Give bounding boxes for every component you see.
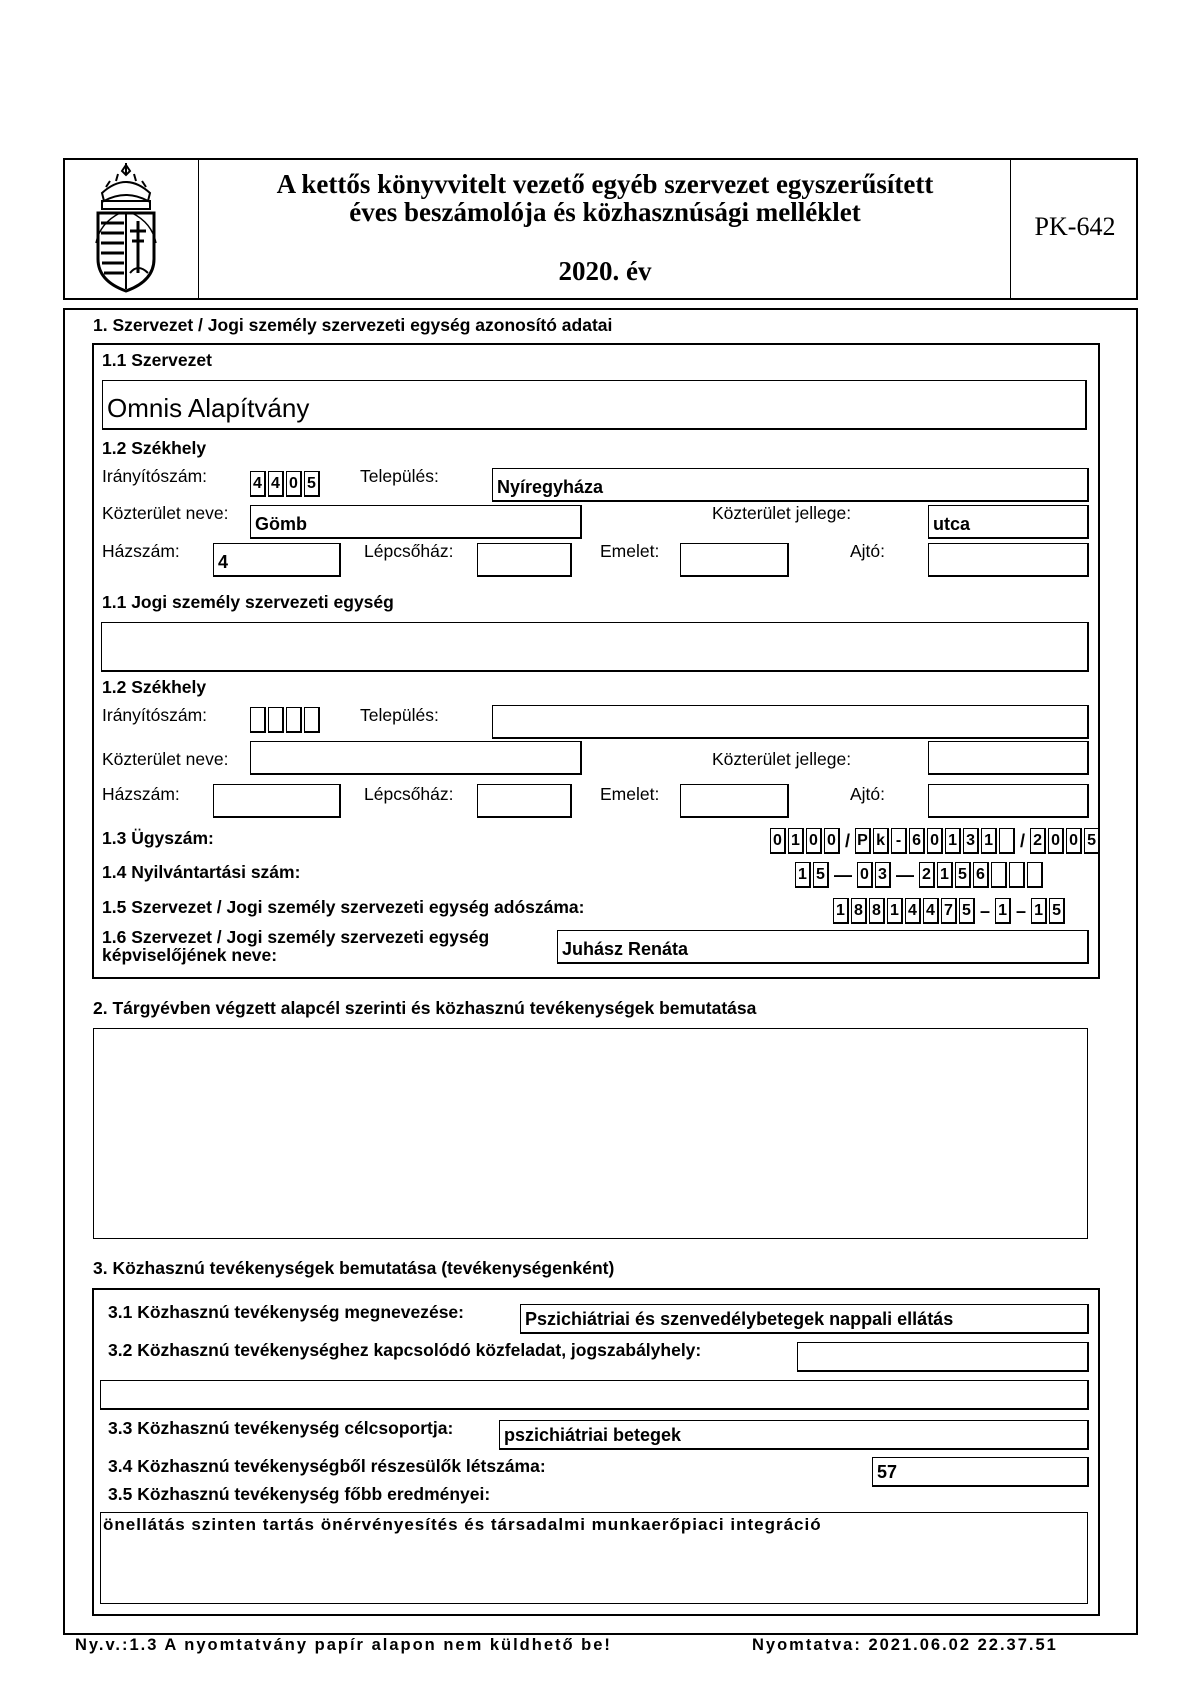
form-code: PK-642: [1034, 212, 1116, 241]
case-number-year-digit[interactable]: 5: [1084, 828, 1100, 854]
registry-digit[interactable]: 5: [813, 862, 829, 888]
case-number-label: 1.3 Ügyszám:: [102, 828, 214, 848]
header-divider-left: [198, 158, 199, 300]
house-field[interactable]: [213, 543, 341, 577]
street-type-value: utca: [933, 514, 971, 534]
registry-digit[interactable]: 1: [937, 862, 953, 888]
registry-digit[interactable]: 0: [857, 862, 873, 888]
registry-digit[interactable]: 2: [919, 862, 935, 888]
unit-street-field[interactable]: [250, 741, 582, 775]
beneficiaries-field[interactable]: [872, 1457, 1089, 1487]
registry-label: 1.4 Nyilvántartási szám:: [102, 862, 301, 882]
floor-label: Emelet:: [600, 541, 660, 561]
street-value: Gömb: [255, 514, 307, 534]
form-year: 2020. év: [558, 256, 652, 286]
form-title: [200, 170, 1010, 226]
case-number-char[interactable]: 1: [981, 828, 997, 854]
tax-digit[interactable]: 4: [923, 898, 939, 924]
unit-floor-label: Emelet:: [600, 784, 660, 804]
registry-digit[interactable]: 1: [795, 862, 811, 888]
tax-digit[interactable]: 5: [1049, 898, 1065, 924]
zip-digit[interactable]: 0: [286, 471, 302, 497]
representative-label-line1: 1.6 Szervezet / Jogi személy szervezeti egység: [102, 927, 490, 947]
unit-street-type-label: Közterület jellege:: [712, 749, 852, 769]
unit-door-field[interactable]: [928, 784, 1089, 818]
footer-printed-timestamp: Nyomtatva: 2021.06.02 22.37.51: [752, 1636, 1058, 1654]
unit-stair-label: Lépcsőház:: [364, 784, 454, 804]
public-task-field-line2[interactable]: [100, 1380, 1089, 1410]
representative-name-field[interactable]: [557, 930, 1089, 964]
unit-zip-digit[interactable]: [268, 707, 284, 733]
zip-label: Irányítószám:: [102, 466, 208, 486]
unit-floor-field[interactable]: [680, 784, 789, 818]
representative-name-value: Juhász Renáta: [562, 939, 689, 959]
case-number-cells[interactable]: [770, 826, 1100, 854]
target-group-label: 3.3 Közhasznú tevékenység célcsoportja:: [108, 1418, 454, 1438]
street-type-field[interactable]: [928, 505, 1089, 539]
registry-digit[interactable]: [991, 862, 1007, 888]
section3-heading: 3. Közhasznú tevékenységek bemutatása (tevékenységenként): [93, 1258, 615, 1278]
registry-separator: —: [896, 865, 914, 885]
tax-digit[interactable]: 1: [887, 898, 903, 924]
tax-digit[interactable]: 8: [869, 898, 885, 924]
tax-digit[interactable]: 8: [851, 898, 867, 924]
form-title-line2: éves beszámolója és közhasznúsági melléklet: [349, 197, 861, 227]
tax-label: 1.5 Szervezet / Jogi személy szervezeti egység adószáma:: [102, 897, 585, 917]
stair-label: Lépcsőház:: [364, 541, 454, 561]
city-field[interactable]: [492, 468, 1089, 502]
coat-of-arms-logo: [90, 163, 162, 295]
unit-zip-digit[interactable]: [250, 707, 266, 733]
registry-separator: —: [834, 865, 852, 885]
case-number-char[interactable]: 3: [963, 828, 979, 854]
door-label: Ajtó:: [850, 541, 886, 561]
floor-field[interactable]: [680, 543, 789, 577]
beneficiaries-value: 57: [877, 1462, 898, 1482]
case-number-digit[interactable]: 0: [770, 828, 786, 854]
tax-digit[interactable]: 4: [905, 898, 921, 924]
unit-heading: 1.1 Jogi személy szervezeti egység: [102, 592, 394, 612]
representative-label-line2: képviselőjének neve:: [102, 945, 278, 965]
tax-number-cells[interactable]: [833, 896, 1065, 924]
unit-city-label: Település:: [360, 705, 439, 725]
unit-zip-digit[interactable]: [286, 707, 302, 733]
street-label: Közterület neve:: [102, 503, 229, 523]
street-type-label: Közterület jellege:: [712, 503, 852, 523]
public-task-label: 3.2 Közhasznú tevékenységhez kapcsolódó közfeladat, jogszabályhely:: [108, 1340, 702, 1360]
door-field[interactable]: [928, 543, 1089, 577]
case-number-char[interactable]: 0: [927, 828, 943, 854]
section2-textarea[interactable]: [93, 1028, 1088, 1239]
form-title-line1: A kettős könyvvitelt vezető egyéb szervezet egyszerűsített: [276, 169, 934, 199]
street-field[interactable]: [250, 505, 582, 539]
tax-digit[interactable]: 1: [1031, 898, 1047, 924]
representative-label: [102, 928, 489, 964]
registry-digit[interactable]: 6: [973, 862, 989, 888]
activity-name-value: Pszichiátriai és szenvedélybetegek nappali ellátás: [525, 1309, 954, 1329]
unit-zip-cells[interactable]: [250, 705, 320, 733]
registry-digit[interactable]: [1009, 862, 1025, 888]
seat-heading: 1.2 Székhely: [102, 438, 207, 458]
org-name-field[interactable]: [102, 380, 1087, 430]
activity-name-label: 3.1 Közhasznú tevékenység megnevezése:: [108, 1302, 464, 1322]
beneficiaries-label: 3.4 Közhasznú tevékenységből részesülők létszáma:: [108, 1456, 546, 1476]
registry-digit[interactable]: [1027, 862, 1043, 888]
section1-heading: 1. Szervezet / Jogi személy szervezeti egység azonosító adatai: [93, 315, 613, 335]
case-number-char[interactable]: [999, 828, 1015, 854]
results-value: önellátás szinten tartás önérvényesítés és társadalmi munkaerőpiaci integráció: [103, 1515, 822, 1534]
unit-street-label: Közterület neve:: [102, 749, 229, 769]
unit-zip-digit[interactable]: [304, 707, 320, 733]
city-value: Nyíregyháza: [497, 477, 604, 497]
unit-seat-heading: 1.2 Székhely: [102, 677, 207, 697]
case-number-char[interactable]: 6: [909, 828, 925, 854]
org-heading: 1.1 Szervezet: [102, 350, 212, 370]
case-number-digit[interactable]: 0: [806, 828, 822, 854]
tax-separator: –: [980, 901, 991, 921]
org-name-value: Omnis Alapítvány: [107, 393, 310, 423]
case-number-digit[interactable]: 0: [824, 828, 840, 854]
zip-digit[interactable]: 4: [250, 471, 266, 497]
target-group-field[interactable]: [499, 1420, 1089, 1450]
results-label: 3.5 Közhasznú tevékenység főbb eredményei:: [108, 1484, 491, 1504]
case-number-year-digit[interactable]: 2: [1030, 828, 1046, 854]
case-number-separator: /: [1020, 831, 1026, 851]
city-label: Település:: [360, 466, 439, 486]
unit-stair-field[interactable]: [477, 784, 572, 818]
tax-separator: –: [1016, 901, 1027, 921]
stair-field[interactable]: [477, 543, 572, 577]
unit-name-field[interactable]: [101, 622, 1089, 672]
activity-name-field[interactable]: [520, 1304, 1089, 1334]
unit-door-label: Ajtó:: [850, 784, 886, 804]
public-task-field[interactable]: [797, 1342, 1089, 1372]
results-textarea[interactable]: [100, 1512, 1088, 1604]
case-number-char[interactable]: k: [873, 828, 889, 854]
tax-digit[interactable]: 1: [995, 898, 1011, 924]
unit-house-label: Házszám:: [102, 784, 180, 804]
header-divider-right: [1010, 158, 1011, 300]
target-group-value: pszichiátriai betegek: [504, 1425, 682, 1445]
unit-street-type-field[interactable]: [928, 741, 1089, 775]
case-number-char[interactable]: -: [891, 828, 907, 854]
house-value: 4: [218, 552, 229, 572]
tax-digit[interactable]: 7: [941, 898, 957, 924]
registry-digit[interactable]: 5: [955, 862, 971, 888]
case-number-year-digit[interactable]: 0: [1048, 828, 1064, 854]
unit-house-field[interactable]: [213, 784, 341, 818]
case-number-separator: /: [845, 831, 851, 851]
house-label: Házszám:: [102, 541, 180, 561]
zip-digit[interactable]: 5: [304, 471, 320, 497]
registry-digit[interactable]: 3: [875, 862, 891, 888]
case-number-year-digit[interactable]: 0: [1066, 828, 1082, 854]
tax-digit[interactable]: 5: [959, 898, 975, 924]
zip-digit[interactable]: 4: [268, 471, 284, 497]
unit-city-field[interactable]: [492, 705, 1089, 739]
case-number-char[interactable]: 1: [945, 828, 961, 854]
tax-digit[interactable]: 1: [833, 898, 849, 924]
case-number-char[interactable]: P: [855, 828, 871, 854]
footer-note: Ny.v.:1.3 A nyomtatvány papír alapon nem küldhető be!: [75, 1636, 612, 1654]
registry-number-cells[interactable]: [795, 860, 1043, 888]
zip-cells[interactable]: [250, 469, 320, 497]
unit-zip-label: Irányítószám:: [102, 705, 208, 725]
case-number-digit[interactable]: 1: [788, 828, 804, 854]
section2-heading: 2. Tárgyévben végzett alapcél szerinti és közhasznú tevékenységek bemutatása: [93, 998, 757, 1018]
